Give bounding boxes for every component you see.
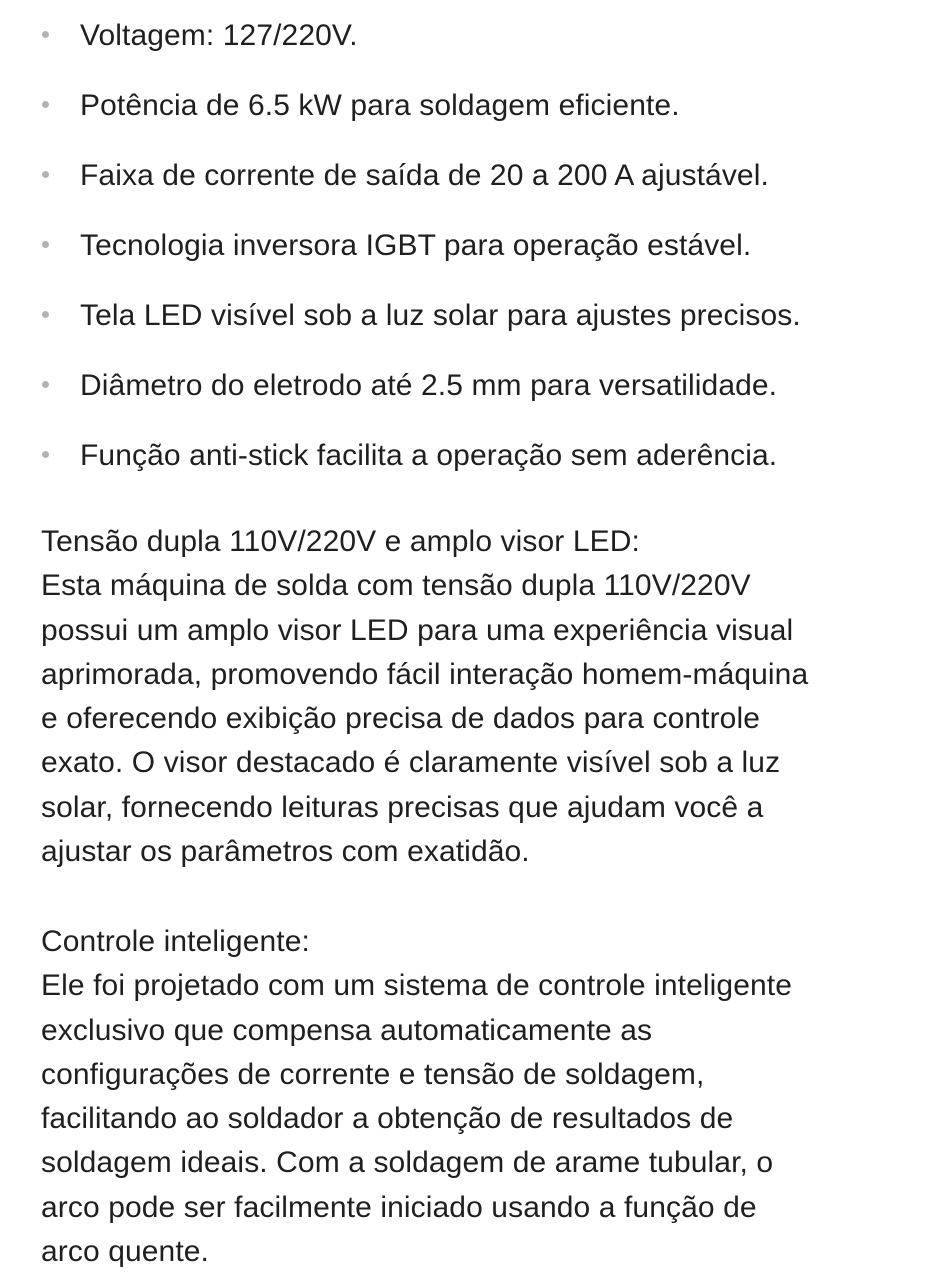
- paragraph-line: exato. O visor destacado é claramente visível sob a luz: [41, 746, 781, 780]
- section-heading: Tensão dupla 110V/220V e amplo visor LED:: [41, 525, 640, 558]
- paragraph-line: Ele foi projetado com um sistema de controle inteligente: [41, 969, 792, 1003]
- feature-text: Tela LED visível sob a luz solar para ajustes precisos.: [80, 299, 801, 332]
- feature-text: Faixa de corrente de saída de 20 a 200 A ajustável.: [80, 159, 769, 192]
- feature-list: [0, 16, 942, 506]
- list-item: [0, 226, 942, 296]
- paragraph-line: facilitando ao soldador a obtenção de resultados de: [41, 1102, 734, 1136]
- section-body: [41, 564, 911, 874]
- list-item: [0, 86, 942, 156]
- feature-text: Função anti-stick facilita a operação sem aderência.: [80, 439, 778, 472]
- bullet-dot-icon: [42, 241, 49, 248]
- section-body: [41, 964, 911, 1274]
- paragraph-line: e oferecendo exibição precisa de dados para controle: [41, 702, 761, 736]
- paragraph-line: arco quente.: [41, 1235, 209, 1269]
- paragraph-line: exclusivo que compensa automaticamente as: [41, 1013, 653, 1047]
- bullet-dot-icon: [42, 451, 49, 458]
- paragraph-line: Esta máquina de solda com tensão dupla 110V/220V: [41, 569, 751, 603]
- paragraph-line: possui um amplo visor LED para uma experiência visual: [41, 613, 794, 647]
- list-item: [0, 366, 942, 436]
- list-item: [0, 16, 942, 86]
- section-heading: Controle inteligente:: [41, 925, 310, 958]
- bullet-dot-icon: [42, 171, 49, 178]
- feature-text: Diâmetro do eletrodo até 2.5 mm para versatilidade.: [80, 369, 778, 402]
- paragraph-line: aprimorada, promovendo fácil interação homem-máquina: [41, 657, 809, 691]
- bullet-dot-icon: [42, 101, 49, 108]
- feature-text: Tecnologia inversora IGBT para operação estável.: [80, 229, 752, 262]
- bullet-dot-icon: [42, 381, 49, 388]
- paragraph-line: solar, fornecendo leituras precisas que ajudam você a: [41, 790, 764, 824]
- list-item: [0, 296, 942, 366]
- list-item: [0, 156, 942, 226]
- bullet-dot-icon: [42, 31, 49, 38]
- paragraph-line: ajustar os parâmetros com exatidão.: [41, 835, 530, 869]
- smart-control-section: [41, 920, 911, 1274]
- dual-voltage-section: [41, 520, 911, 874]
- list-item: [0, 436, 942, 506]
- paragraph-line: configurações de corrente e tensão de soldagem,: [41, 1057, 705, 1091]
- paragraph-line: soldagem ideais. Com a soldagem de arame tubular, o: [41, 1146, 774, 1180]
- paragraph-line: arco pode ser facilmente iniciado usando a função de: [41, 1190, 757, 1224]
- feature-text: Voltagem: 127/220V.: [80, 19, 358, 52]
- feature-text: Potência de 6.5 kW para soldagem eficiente.: [80, 89, 680, 122]
- bullet-dot-icon: [42, 311, 49, 318]
